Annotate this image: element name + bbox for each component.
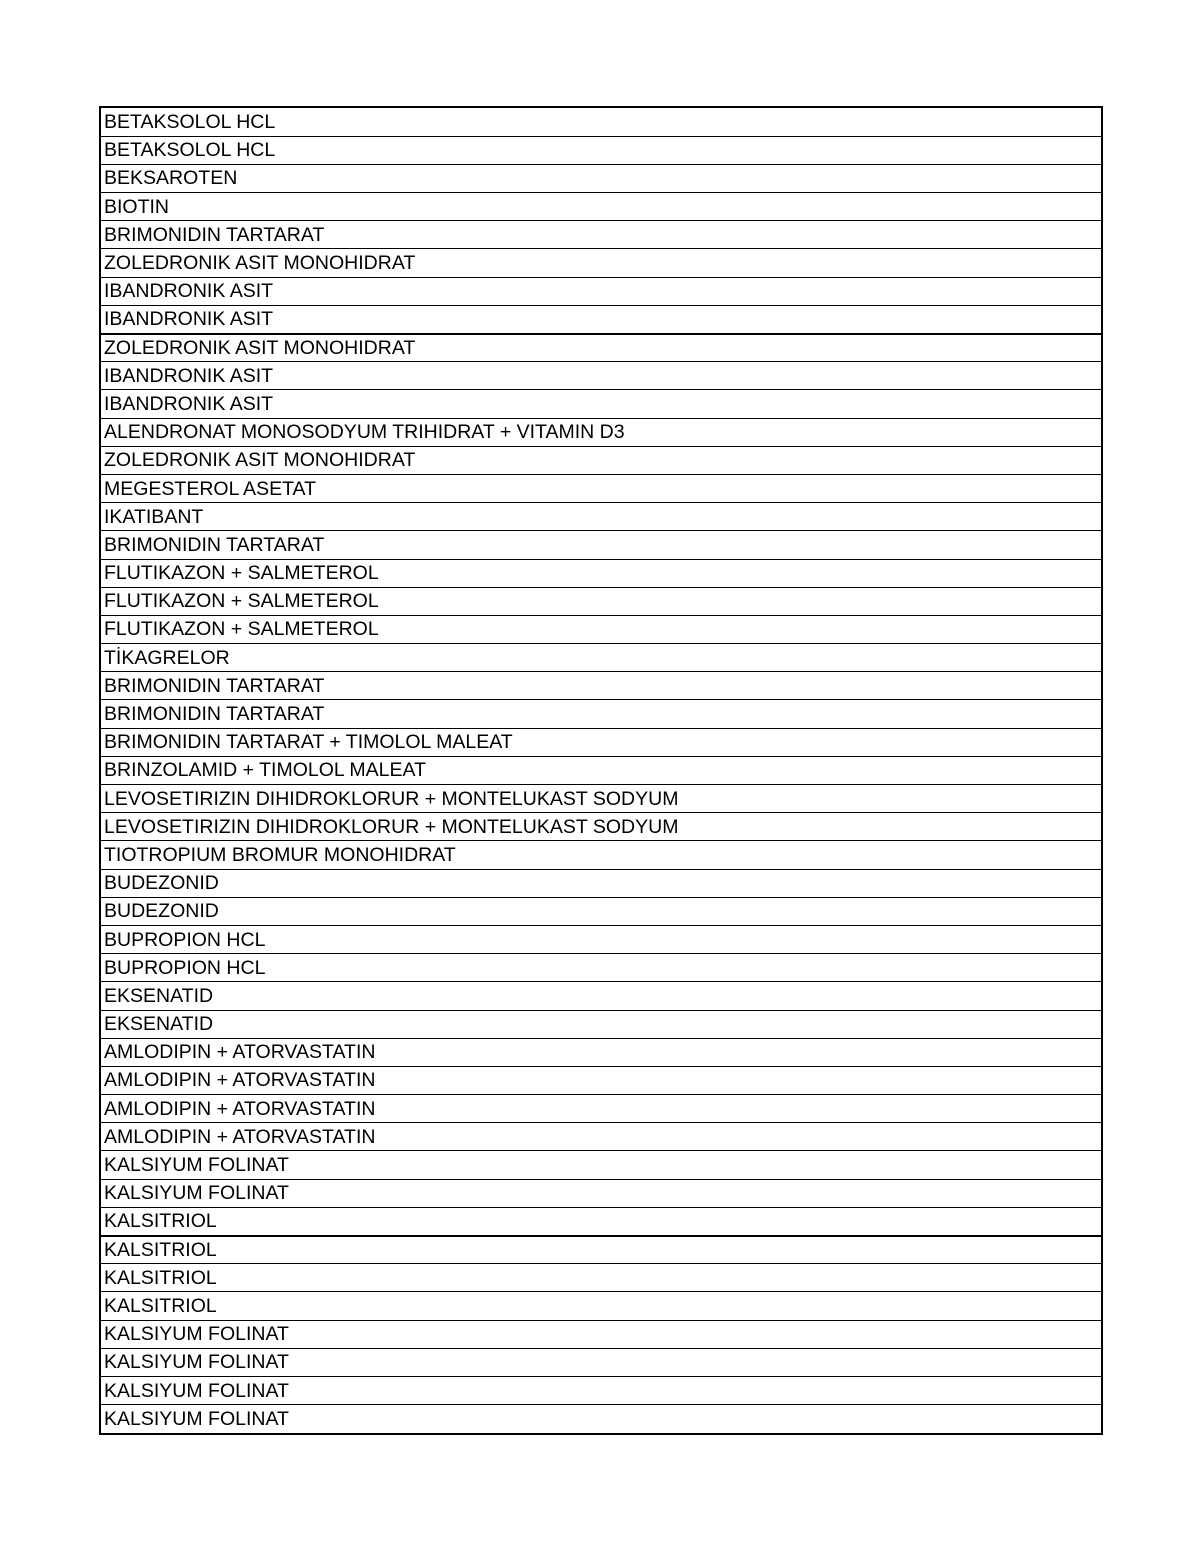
table-row xyxy=(101,672,1101,700)
drug-name-cell: KALSIYUM FOLINAT xyxy=(101,1179,1101,1207)
table-row xyxy=(101,164,1101,192)
drug-name-cell: IBANDRONIK ASIT xyxy=(101,362,1101,390)
drug-name-cell: AMLODIPIN + ATORVASTATIN xyxy=(101,1038,1101,1066)
table-row xyxy=(101,1376,1101,1404)
drug-name-cell: BUDEZONID xyxy=(101,869,1101,897)
drug-list-table xyxy=(99,106,1103,1435)
table-row xyxy=(101,334,1101,362)
drug-name-cell: BUDEZONID xyxy=(101,897,1101,925)
table-row xyxy=(101,615,1101,643)
table-row xyxy=(101,1038,1101,1066)
drug-name-cell: BRINZOLAMID + TIMOLOL MALEAT xyxy=(101,756,1101,784)
table-row xyxy=(101,1292,1101,1320)
table-row xyxy=(101,446,1101,474)
table-row xyxy=(101,1179,1101,1207)
table-row xyxy=(101,1348,1101,1376)
table-row xyxy=(101,1320,1101,1348)
drug-table xyxy=(101,108,1101,1433)
drug-name-cell: KALSIYUM FOLINAT xyxy=(104,1407,289,1430)
table-row xyxy=(101,813,1101,841)
table-row xyxy=(101,1151,1101,1179)
drug-name-cell: MEGESTEROL ASETAT xyxy=(101,474,1101,502)
table-row xyxy=(101,193,1101,221)
table-row xyxy=(101,531,1101,559)
table-row xyxy=(101,897,1101,925)
table-row xyxy=(101,1264,1101,1292)
drug-name-cell: KALSIYUM FOLINAT xyxy=(101,1320,1101,1348)
drug-name-cell: ZOLEDRONIK ASIT MONOHIDRAT xyxy=(101,446,1101,474)
table-row xyxy=(101,700,1101,728)
table-row xyxy=(101,136,1101,164)
table-row xyxy=(101,925,1101,953)
drug-name-cell: FLUTIKAZON + SALMETEROL xyxy=(101,587,1101,615)
table-row xyxy=(101,982,1101,1010)
drug-name-cell: ZOLEDRONIK ASIT MONOHIDRAT xyxy=(101,334,1101,362)
drug-name-cell: IBANDRONIK ASIT xyxy=(101,277,1101,305)
table-row xyxy=(101,249,1101,277)
table-row xyxy=(101,108,1101,136)
table-row xyxy=(101,1405,1101,1433)
table-row xyxy=(101,1010,1101,1038)
drug-name-cell: KALSIYUM FOLINAT xyxy=(101,1151,1101,1179)
table-row xyxy=(101,474,1101,502)
drug-name-cell: BRIMONIDIN TARTARAT xyxy=(101,700,1101,728)
table-row xyxy=(101,756,1101,784)
table-row xyxy=(101,841,1101,869)
drug-name-cell: KALSITRIOL xyxy=(101,1207,1101,1235)
table-row xyxy=(101,1207,1101,1235)
drug-name-cell: BETAKSOLOL HCL xyxy=(101,136,1101,164)
drug-name-cell: TIOTROPIUM BROMUR MONOHIDRAT xyxy=(101,841,1101,869)
drug-name-cell: IBANDRONIK ASIT xyxy=(101,390,1101,418)
table-row xyxy=(101,644,1101,672)
drug-name-cell: FLUTIKAZON + SALMETEROL xyxy=(101,615,1101,643)
drug-name-cell: KALSITRIOL xyxy=(101,1264,1101,1292)
table-row xyxy=(101,785,1101,813)
drug-name-cell: BRIMONIDIN TARTARAT xyxy=(101,672,1101,700)
table-row xyxy=(101,1066,1101,1094)
drug-name-cell: AMLODIPIN + ATORVASTATIN xyxy=(101,1095,1101,1123)
drug-name-cell: KALSITRIOL xyxy=(101,1236,1101,1264)
table-row xyxy=(101,362,1101,390)
table-row xyxy=(101,418,1101,446)
table-row xyxy=(101,305,1101,333)
drug-name-cell: BETAKSOLOL HCL xyxy=(101,108,1101,136)
drug-name-cell: BRIMONIDIN TARTARAT xyxy=(101,531,1101,559)
drug-name-cell: KALSITRIOL xyxy=(101,1292,1101,1320)
drug-name-cell: EKSENATID xyxy=(101,1010,1101,1038)
table-row xyxy=(101,728,1101,756)
table-row xyxy=(101,587,1101,615)
drug-name-cell: KALSIYUM FOLINAT xyxy=(101,1348,1101,1376)
drug-name-cell: BRIMONIDIN TARTARAT xyxy=(101,221,1101,249)
table-row xyxy=(101,1123,1101,1151)
drug-name-cell: BUPROPION HCL xyxy=(101,925,1101,953)
drug-name-cell: EKSENATID xyxy=(101,982,1101,1010)
table-row xyxy=(101,559,1101,587)
drug-name-cell: IBANDRONIK ASIT xyxy=(101,305,1101,333)
table-row xyxy=(101,221,1101,249)
table-row xyxy=(101,390,1101,418)
drug-name-cell: AMLODIPIN + ATORVASTATIN xyxy=(101,1123,1101,1151)
drug-name-cell: BUPROPION HCL xyxy=(101,954,1101,982)
table-row xyxy=(101,277,1101,305)
drug-name-cell: ALENDRONAT MONOSODYUM TRIHIDRAT + VITAMIN D3 xyxy=(101,418,1101,446)
table-row xyxy=(101,954,1101,982)
drug-name-cell: LEVOSETIRIZIN DIHIDROKLORUR + MONTELUKAST SODYUM xyxy=(101,813,1101,841)
drug-name-cell: BEKSAROTEN xyxy=(101,164,1101,192)
drug-name-cell: LEVOSETIRIZIN DIHIDROKLORUR + MONTELUKAST SODYUM xyxy=(101,785,1101,813)
drug-name-cell: FLUTIKAZON + SALMETEROL xyxy=(101,559,1101,587)
table-row xyxy=(101,1095,1101,1123)
drug-name-cell: IKATIBANT xyxy=(101,503,1101,531)
drug-table-body xyxy=(101,108,1101,1433)
drug-name-cell: KALSIYUM FOLINAT xyxy=(101,1376,1101,1404)
drug-name-cell: BRIMONIDIN TARTARAT + TIMOLOL MALEAT xyxy=(101,728,1101,756)
table-row xyxy=(101,869,1101,897)
drug-name-cell: TİKAGRELOR xyxy=(101,644,1101,672)
drug-name-cell: AMLODIPIN + ATORVASTATIN xyxy=(101,1066,1101,1094)
drug-name-cell: BIOTIN xyxy=(101,193,1101,221)
table-row xyxy=(101,503,1101,531)
table-row xyxy=(101,1236,1101,1264)
drug-name-cell: ZOLEDRONIK ASIT MONOHIDRAT xyxy=(101,249,1101,277)
